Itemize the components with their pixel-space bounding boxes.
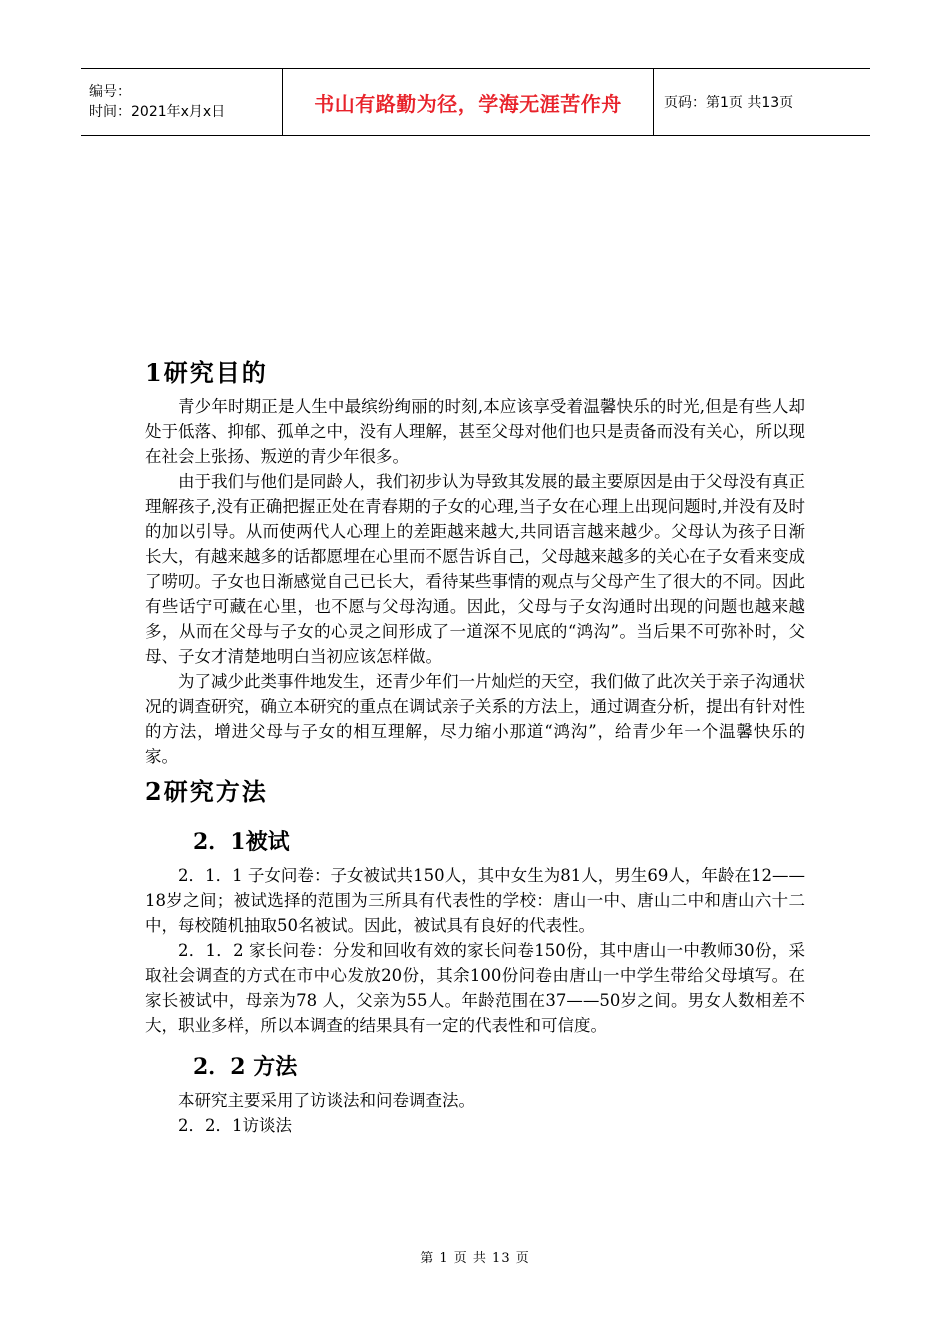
section-1-paragraph-2: 由于我们与他们是同龄人，我们初步认为导致其发展的最主要原因是由于父母没有真正理解孩子,没有正确把握正处在青春期的子女的心理,当子女在心理上出现问题时,并没有及时的加以引导。从而使两代人心理上的差距越来越大,共同语言越来越少。父母认为孩子日渐长大，有越来越多的话都愿埋在心里而不愿告诉自己，父母越来越多的关心在子女看来变成了唠叨。子女也日渐感觉自己已长大，看待某些事情的观点与父母产生了很大的不同。因此有些话宁可藏在心里，也不愿与父母沟通。因此，父母与子女沟通时出现的问题也越来越多，从而在父母与子女的心灵之间形成了一道深不见底的“鸿沟”。当后果不可弥补时，父母、子女才清楚地明白当初应该怎样做。 <box>145 472 805 666</box>
header-meta <box>81 69 282 135</box>
section-2-title: 2研究方法 <box>145 777 268 806</box>
motto: 书山有路勤为径，学海无涯苦作舟 <box>314 91 622 116</box>
page-footer: 第 1 页 共 13 页 <box>420 1251 530 1266</box>
header-page-info <box>654 69 870 135</box>
page-info: 页码：第1页 共13页 <box>664 95 794 111</box>
section-1-title: 1研究目的 <box>145 358 268 387</box>
section-2-1-1: 2．1．1 子女问卷：子女被试共150人，其中女生为81人，男生69人，年龄在12——18岁之间；被试选择的范围为三所具有代表性的学校：唐山一中、唐山二中和唐山六十二中，每校随机抽取50名被试。因此，被试具有良好的代表性。 <box>145 866 805 935</box>
header-motto-cell <box>282 69 654 135</box>
document-body <box>145 352 805 1138</box>
section-1-paragraph-3: 为了减少此类事件地发生，还青少年们一片灿烂的天空，我们做了此次关于亲子沟通状况的调查研究，确立本研究的重点在调试亲子关系的方法上，通过调查分析，提出有针对性的方法，增进父母与子女的相互理解，尽力缩小那道“鸿沟”，给青少年一个温馨快乐的家。 <box>145 672 805 766</box>
section-2-1-2: 2．1．2 家长问卷：分发和回收有效的家长问卷150份，其中唐山一中教师30份，采取社会调查的方式在市中心发放20份，其余100份问卷由唐山一中学生带给父母填写。在家长被试中，母亲为78 人，父亲为55人。年龄范围在37——50岁之间。男女人数相差不大，职业多样，所以本调查的结果具有一定的代表性和可信度。 <box>145 941 805 1035</box>
section-2-1-title: 2．1被试 <box>193 829 290 855</box>
section-2-2-title: 2．2 方法 <box>193 1054 298 1080</box>
section-2-2-paragraph: 本研究主要采用了访谈法和问卷调查法。 <box>178 1091 475 1110</box>
section-1-paragraph-1: 青少年时期正是人生中最缤纷绚丽的时刻,本应该享受着温馨快乐的时光,但是有些人却处于低落、抑郁、孤单之中，没有人理解，甚至父母对他们也只是责备而没有关心，所以现在社会上张扬、叛逆的青少年很多。 <box>145 397 805 466</box>
page-header <box>81 68 870 136</box>
section-2-2-1-title: 2．2．1访谈法 <box>178 1116 292 1135</box>
document-number: 编号： <box>89 84 131 100</box>
document-date: 时间：2021年x月x日 <box>89 104 226 120</box>
